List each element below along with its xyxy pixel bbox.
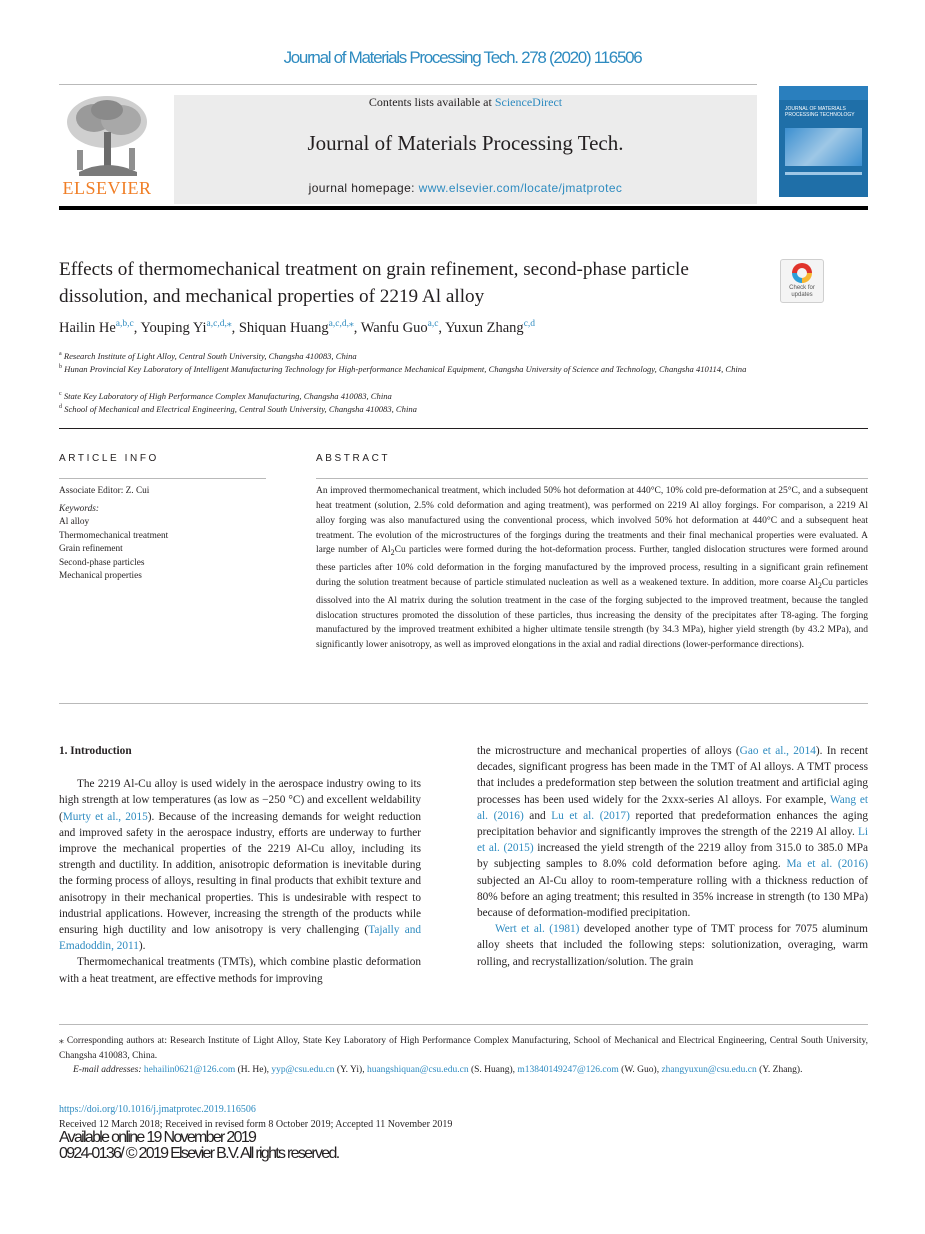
email-link[interactable]: hehailin0621@126.com (143, 1065, 236, 1075)
divider (59, 478, 266, 479)
keyword: Mechanical properties (59, 571, 142, 581)
affil-text: School of Mechanical and Electrical Engineering, Central South University, Changsha 410083, China (64, 403, 417, 414)
email-link[interactable]: m13840149247@126.com (517, 1065, 619, 1075)
text-run: reported that predeformation enhances the aging precipitation behavior and significantly improves the strength of the 2219 Al alloy. (477, 809, 868, 839)
crossmark-label: Check for updates (789, 285, 815, 298)
doi-link[interactable]: https://doi.org/10.1016/j.jmatprotec.2019.116506 (59, 1104, 256, 1115)
article-title: Effects of thermomechanical treatment on grain refinement, second-phase particle dissolution, and mechanical properties of 2219 Al alloy (59, 259, 689, 307)
text-run: and (523, 809, 552, 822)
text-run: increased the yield strength of the 2219 alloy from 315.0 to 385.0 MPa by subjecting samples to 8.0% cold deformation before aging. (477, 842, 869, 871)
divider (316, 478, 868, 479)
author-list: Hailin He$^{a,b,c}$, Youping $Yi^{a,c,d,⁎}$, Shiquan Huang$^{a,c,d,⁎}$, Wanfu Guo$^{a,c}$, Yuxun Zhang$^{c,d}$ (59, 319, 536, 336)
available-online: Available online 19 November 2019 (59, 1129, 256, 1146)
affil-label: a (59, 351, 62, 357)
article-info-heading: ARTICLE INFO (59, 453, 159, 464)
author-affil-sup[interactable] (207, 319, 232, 329)
keyword: Thermomechanical treatment (59, 530, 169, 541)
affiliation (59, 361, 779, 376)
affil-label: d (59, 404, 62, 410)
journal-cover-image[interactable] (779, 86, 868, 197)
body-column-left (59, 743, 421, 987)
homepage-link[interactable]: www.elsevier.com/locate/jmatprotec (418, 181, 623, 195)
text-run: ). In recent decades, significant progress has been made in the TMT of Al alloys. A TMT process that includes a predeformation step between the solution treatment and artificial aging processes has been used widely for the 2xxx-series Al alloys. For example, (477, 745, 869, 806)
contents-prefix: Contents lists available at (368, 95, 495, 109)
corresponding-star: ⁎ (348, 319, 354, 329)
subscript: 2 (817, 580, 822, 590)
affil-text: Hunan Provincial Key Laboratory of Intelligent Manufacturing Technology for High-performance Mechanical Equipment, Changsha University of Science and Technology, Changsha 410114, China (64, 363, 747, 374)
footnotes (59, 1034, 868, 1078)
citation-link[interactable]: Wert et al. (1981) (495, 923, 580, 936)
author-affil-sup[interactable] (329, 319, 354, 329)
author-affil-sup[interactable]: a,c (427, 319, 439, 329)
email-owner: (S. Huang), (468, 1065, 518, 1075)
author-name: Hailin He (59, 319, 116, 336)
abstract-heading: ABSTRACT (316, 453, 391, 464)
journal-title: Journal of Materials Processing Tech. (307, 131, 624, 155)
divider (59, 703, 868, 704)
author-affil-sup[interactable]: c,d (523, 319, 536, 329)
citation-link[interactable]: Wang et al. (2016) (477, 793, 869, 822)
publisher-name: ELSEVIER (62, 178, 152, 198)
paragraph (477, 743, 868, 921)
email-owner: (Y. Yi), (334, 1065, 367, 1075)
section-heading: 1. Introduction (59, 745, 132, 757)
keyword: Al alloy (59, 517, 90, 527)
affil-text: State Key Laboratory of High Performance Complex Manufacturing, Changsha 410083, China (63, 390, 392, 401)
author-affil-sup[interactable]: a,b,c (115, 319, 134, 329)
text-run: The 2219 Al-Cu alloy is used widely in the aerospace industry owing to its high strength at low temperatures (as low as −250 °C) and excellent weldability ( (59, 778, 421, 823)
citation-link[interactable]: Murty et al., 2015 (62, 810, 148, 823)
author-name: Shiquan Huang (238, 319, 329, 336)
journal-reference[interactable]: Journal of Materials Processing Tech. 278 (2020) 116506 (283, 48, 642, 67)
email-owner: (W. Guo), (618, 1065, 662, 1075)
article-info-panel (59, 485, 266, 584)
email-link[interactable]: huangshiquan@csu.edu.cn (366, 1065, 469, 1075)
crossmark-button[interactable] (780, 259, 824, 303)
email-owner: (H. He), (235, 1065, 272, 1075)
abstract-segment: Cu particles dissolved into the Al matrix during the solution treatment in the case of the forging subjected to the improved treatment, because the tangled dislocation structures promoted the dissolution of these particles, thus increasing the density of the precipitates after T8-aging. The forging manufactured by the improved treatment exhibited a higher ultimate tensile strength (by 34.3 MPa), higher yield strength (by 43.2 MPa), and significantly lower anisotropy, as well as improved elongations in the axial and radial directions (lower-performance directions). (316, 577, 868, 651)
abstract-text (316, 484, 868, 653)
citation-link[interactable]: Tajally and Emadoddin, 2011 (59, 924, 422, 953)
associate-editor: Associate Editor: Z. Cui (59, 486, 150, 496)
affiliation (59, 401, 779, 416)
divider (59, 84, 757, 85)
email-label: E-mail addresses: (73, 1065, 142, 1075)
issn-copyright: 0924-0136/ © 2019 Elsevier B.V. All rights reserved. (59, 1145, 339, 1162)
corresponding-star: ⁎ (226, 319, 232, 329)
divider (59, 428, 868, 429)
citation-link[interactable]: Lu et al. (2017) (551, 809, 630, 822)
affil-letters: a,c,d, (206, 319, 227, 329)
subscript: 2 (390, 548, 395, 558)
paragraph (477, 921, 868, 970)
author-name: Yuxun Zhang (445, 319, 524, 336)
author-name: Youping Yi (140, 319, 207, 336)
sciencedirect-link[interactable]: ScienceDirect (494, 95, 563, 109)
citation-link[interactable]: Ma et al. (2016) (786, 858, 869, 871)
keyword: Second-phase particles (59, 557, 145, 568)
cover-title: JOURNAL OF MATERIALS PROCESSING TECHNOLOGY (785, 106, 855, 118)
paragraph: Thermomechanical treatments (TMTs), which combine plastic deformation with a heat treatment, are effective methods for improving (59, 956, 421, 985)
email-owner: (Y. Zhang). (756, 1065, 803, 1075)
text-run: developed another type of TMT process for 7075 aluminum alloy sheets that included the following steps: solutionization, overaging, warm rolling, and recrystallization/solution. The grain (477, 923, 868, 968)
paragraph (59, 776, 421, 954)
affil-label: c (59, 391, 62, 397)
keywords-label: Keywords: (59, 503, 99, 514)
body-column-right (477, 743, 868, 970)
keyword: Grain refinement (59, 544, 123, 554)
affil-label: b (59, 364, 62, 370)
homepage-prefix: journal homepage: (308, 181, 419, 195)
header-thick-rule (59, 206, 868, 210)
citation-link[interactable]: Gao et al., 2014 (739, 745, 816, 757)
contents-line (174, 95, 757, 110)
citation-link[interactable]: Li et al. (2015) (477, 826, 868, 855)
email-addresses (59, 1063, 868, 1078)
author-name: Wanfu Guo (360, 319, 428, 336)
corresponding-note: ⁎ Corresponding authors at: Research Institute of Light Alloy, State Key Laboratory of High Performance Complex Manufacturing, School of Mechanical and Electrical Engineering, Central South University, Changsha 410083, China. (59, 1036, 868, 1061)
text-run: subjected an Al-Cu alloy to room-temperature rolling with a thickness reduction of 80% before an aging treatment; this resulted in 35% increase in strength (to 130 MPa) because of deformation-modified precipitation. (477, 874, 868, 920)
divider (59, 1024, 868, 1025)
text-run: ). Because of the increasing demands for weight reduction and improved safety in the aerospace industry, efforts are underway to further improve the mechanical properties of the 2219 Al-Cu alloy, including its strength and ductility. In addition, anisotropic deformation is inevitable during the forming process of alloys, resulting in final products that exhibit texture and anisotropy in their mechanical properties. This is undesirable with respect to industrial applications. However, increasing the strength of the products while ensuring high ductility and low anisotropy is very challenging ( (59, 810, 421, 937)
received-dates: Received 12 March 2018; Received in revised form 8 October 2019; Accepted 11 November 2019 (59, 1119, 453, 1130)
text-run: the microstructure and mechanical properties of alloys ( (477, 745, 740, 757)
email-link[interactable]: zhangyuxun@csu.edu.cn (661, 1065, 757, 1075)
abstract-segment: An improved thermomechanical treatment, which included 50% hot deformation at 440°C, 10% cold pre-deformation at 25°C, and a subsequent heat treatment (solution, 2.5% cold deformation and aging treatment), was performed on 2219 Al alloy forgings. For comparison, a 2219 Al alloy forging was also manufactured using the conventional process, which involved 50% hot deformation at 440°C and a subsequent heat treatment. The evolution of the microstructures of the forgings during the treatments and their final mechanical properties were evaluated. A large number of Al (316, 486, 868, 556)
text-run: ). (138, 940, 146, 953)
email-link[interactable]: yyp@csu.edu.cn (271, 1065, 335, 1075)
homepage-line (174, 181, 757, 195)
abstract-segment: Cu particles were formed during the hot-deformation process. Further, tangled dislocation structures were formed around these particles after 10% cold deformation in the forging manufactured by the improved process, resulting in a significant grain refinement during the solution treatment because of particle stimulated nucleation as well as a weakened texture. In addition, more coarse Al (316, 545, 868, 588)
affil-text: Research Institute of Light Alloy, Central South University, Changsha 410083, China (63, 350, 357, 361)
affil-letters: a,c,d, (328, 319, 349, 329)
